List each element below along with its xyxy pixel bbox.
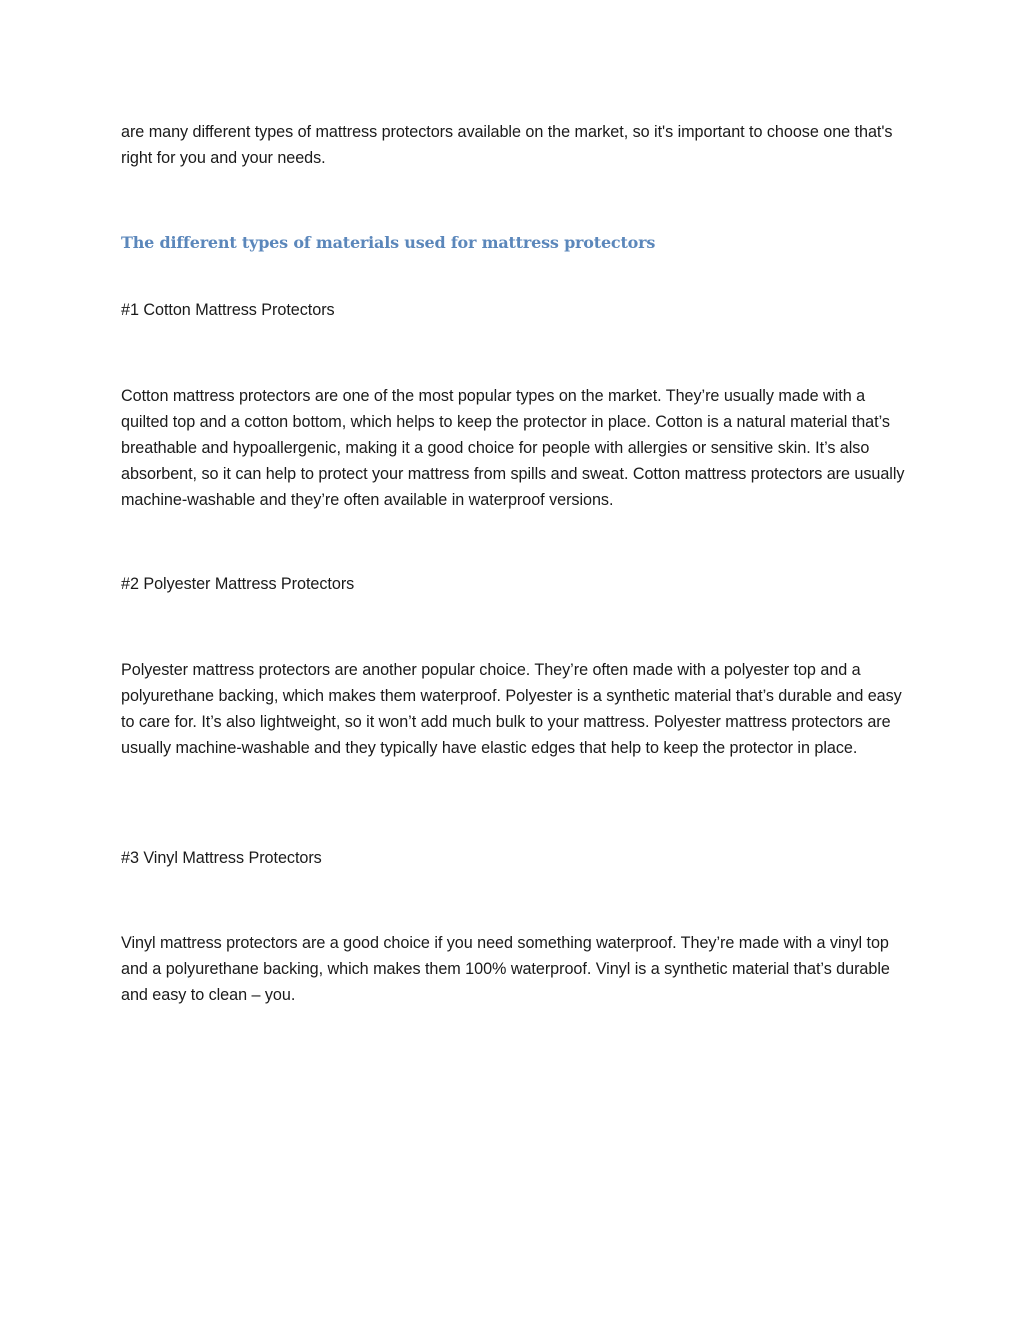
item-body-vinyl: Vinyl mattress protectors are a good choice if you need something waterproof. They’re made with a vinyl top and a polyurethane backing, which makes them 100% waterproof. Vinyl is a synthetic material that’s durable and easy to clean – you.	[121, 934, 890, 1004]
item-title-vinyl: #3 Vinyl Mattress Protectors	[121, 849, 322, 867]
item-body-polyester: Polyester mattress protectors are another popular choice. They’re often made with a polyester top and a polyurethane backing, which makes them waterproof. Polyester is a synthetic material that’s durable and easy to care for. It’s also lightweight, so it won’t add much bulk to your mattress. Polyester mattress protectors are usually machine-washable and they typically have elastic edges that help to keep the protector in place.	[121, 661, 902, 757]
item-title-cotton: #1 Cotton Mattress Protectors	[121, 301, 335, 319]
item-title-polyester: #2 Polyester Mattress Protectors	[121, 575, 355, 593]
intro-paragraph: are many different types of mattress protectors available on the market, so it's important to choose one that's right for you and your needs.	[121, 123, 893, 167]
section-heading: The different types of materials used for mattress protectors	[121, 233, 656, 252]
item-body-cotton: Cotton mattress protectors are one of the most popular types on the market. They’re usually made with a quilted top and a cotton bottom, which helps to keep the protector in place. Cotton is a natural material that’s breathable and hypoallergenic, making it a good choice for people with allergies or sensitive skin. It’s also absorbent, so it can help to protect your mattress from spills and sweat. Cotton mattress protectors are usually machine-washable and they’re often available in waterproof versions.	[121, 387, 905, 509]
